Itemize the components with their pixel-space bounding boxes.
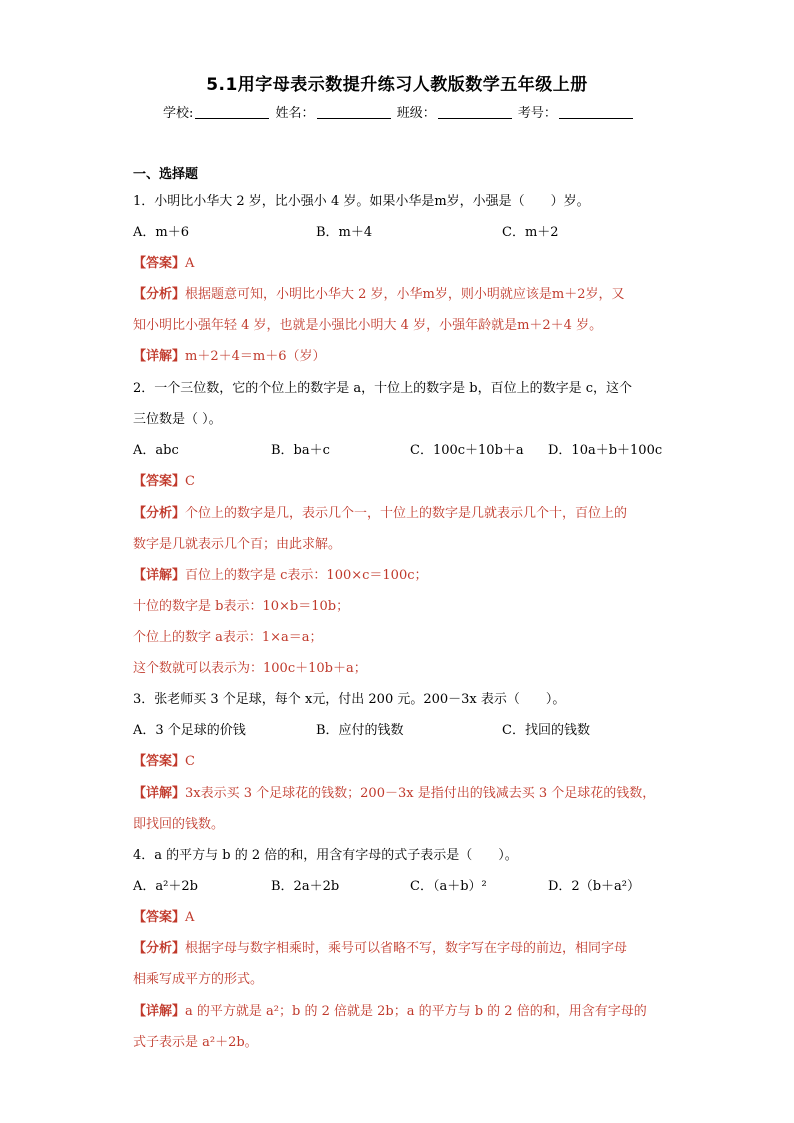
q3-option-c: C．找回的钱数 [502,723,590,738]
analysis-tag: 【分析】 [133,941,186,956]
q2-detail [133,567,428,585]
q2-analysis-line2: 数字是几就表示几个百；由此求解。 [133,537,342,552]
class-blank [438,104,512,119]
q4-answer [133,909,194,927]
q1-option-c: C．m＋2 [502,225,559,240]
q4-detail [133,1003,647,1021]
q1-detail [133,348,325,366]
q2-option-b: B．ba＋c [271,443,330,458]
q3-answer-value: C [185,754,195,769]
section-heading: 一、选择题 [133,167,199,182]
school-label: 学校: [163,106,194,121]
q4-detail-line2: 式子表示是 a²＋2b。 [133,1035,258,1050]
q2-analysis [133,505,627,523]
answer-tag: 【答案】 [133,910,186,925]
q2-analysis-line1: 个位上的数字是几，表示几个一，十位上的数字是几就表示几个十，百位上的 [185,506,628,521]
q3-option-b: B．应付的钱数 [316,723,404,738]
q1-analysis-line2: 知小明比小强年轻 4 岁，也就是小强比小明大 4 岁，小强年龄就是m＋2＋4 岁。 [133,318,603,333]
q2-answer [133,473,195,491]
answer-tag: 【答案】 [133,474,186,489]
analysis-tag: 【分析】 [133,506,186,521]
q2-stem-line2: 三位数是（ ）。 [133,412,222,427]
school-blank [195,104,269,119]
name-label: 姓名： [275,106,315,121]
q2-detail-line2: 十位的数字是 b表示：10×b＝10b； [133,599,350,614]
q4-option-b: B．2a＋2b [271,879,340,894]
q3-option-a: A．3 个足球的价钱 [133,723,246,738]
page-title: 5.1用字母表示数提升练习人教版数学五年级上册 [206,75,588,95]
q3-stem: 3．张老师买 3 个足球，每个 x元，付出 200 元。200－3x 表示（ ）。 [133,692,566,707]
exam-no-label: 考号： [517,106,557,121]
answer-tag: 【答案】 [133,754,186,769]
q4-analysis-line2: 相乘写成平方的形式。 [133,972,264,987]
q1-analysis [133,286,624,304]
student-info-row [163,102,643,121]
q3-detail-line2: 即找回的钱数。 [133,817,225,832]
q2-option-d: D．10a＋b＋100c [548,443,663,458]
q2-option-c: C．100c＋10b＋a [410,443,524,458]
q4-analysis [133,940,627,958]
q4-option-c: C．（a＋b）² [410,879,487,894]
q2-stem-line1: 2．一个三位数，它的个位上的数字是 a，十位上的数字是 b，百位上的数字是 c，这个 [133,381,633,396]
q4-option-d: D．2（b＋a²） [548,879,640,894]
q4-analysis-line1: 根据字母与数字相乘时，乘号可以省略不写，数字写在字母的前边，相同字母 [185,941,628,956]
answer-tag: 【答案】 [133,256,186,271]
q1-answer [133,255,194,273]
exam-no-blank [559,104,633,119]
q4-stem: 4．a 的平方与 b 的 2 倍的和，用含有字母的式子表示是（ ）。 [133,848,518,863]
q2-answer-value: C [185,474,195,489]
detail-tag: 【详解】 [133,349,186,364]
detail-tag: 【详解】 [133,786,186,801]
q3-answer [133,753,195,771]
name-blank [317,104,391,119]
q2-detail-line3: 个位上的数字 a表示：1×a＝a； [133,630,323,645]
q4-option-a: A．a²＋2b [133,879,198,894]
q2-detail-line4: 这个数就可以表示为：100c＋10b＋a； [133,661,367,676]
analysis-tag: 【分析】 [133,287,186,302]
q4-detail-line1: a 的平方就是 a²；b 的 2 倍就是 2b；a 的平方与 b 的 2 倍的和，用含有字母的 [185,1004,647,1019]
q4-answer-value: A [185,910,195,925]
q1-analysis-line1: 根据题意可知，小明比小华大 2 岁，小华m岁，则小明就应该是m＋2岁，又 [185,287,625,302]
q1-option-b: B．m＋4 [316,225,373,240]
q2-detail-line1: 百位上的数字是 c表示：100×c＝100c； [185,568,428,583]
detail-tag: 【详解】 [133,568,186,583]
q3-detail-line1: 3x表示买 3 个足球花的钱数；200－3x 是指付出的钱减去买 3 个足球花的钱数， [185,786,656,801]
q1-option-a: A．m＋6 [133,225,189,240]
class-label: 班级： [396,106,436,121]
q2-option-a: A．abc [133,443,179,458]
q3-detail [133,785,655,803]
q1-detail-value: m＋2＋4＝m＋6（岁） [185,349,326,364]
q1-answer-value: A [185,256,195,271]
detail-tag: 【详解】 [133,1004,186,1019]
q1-stem: 1．小明比小华大 2 岁，比小强小 4 岁。如果小华是m岁，小强是（ ）岁。 [133,194,590,209]
